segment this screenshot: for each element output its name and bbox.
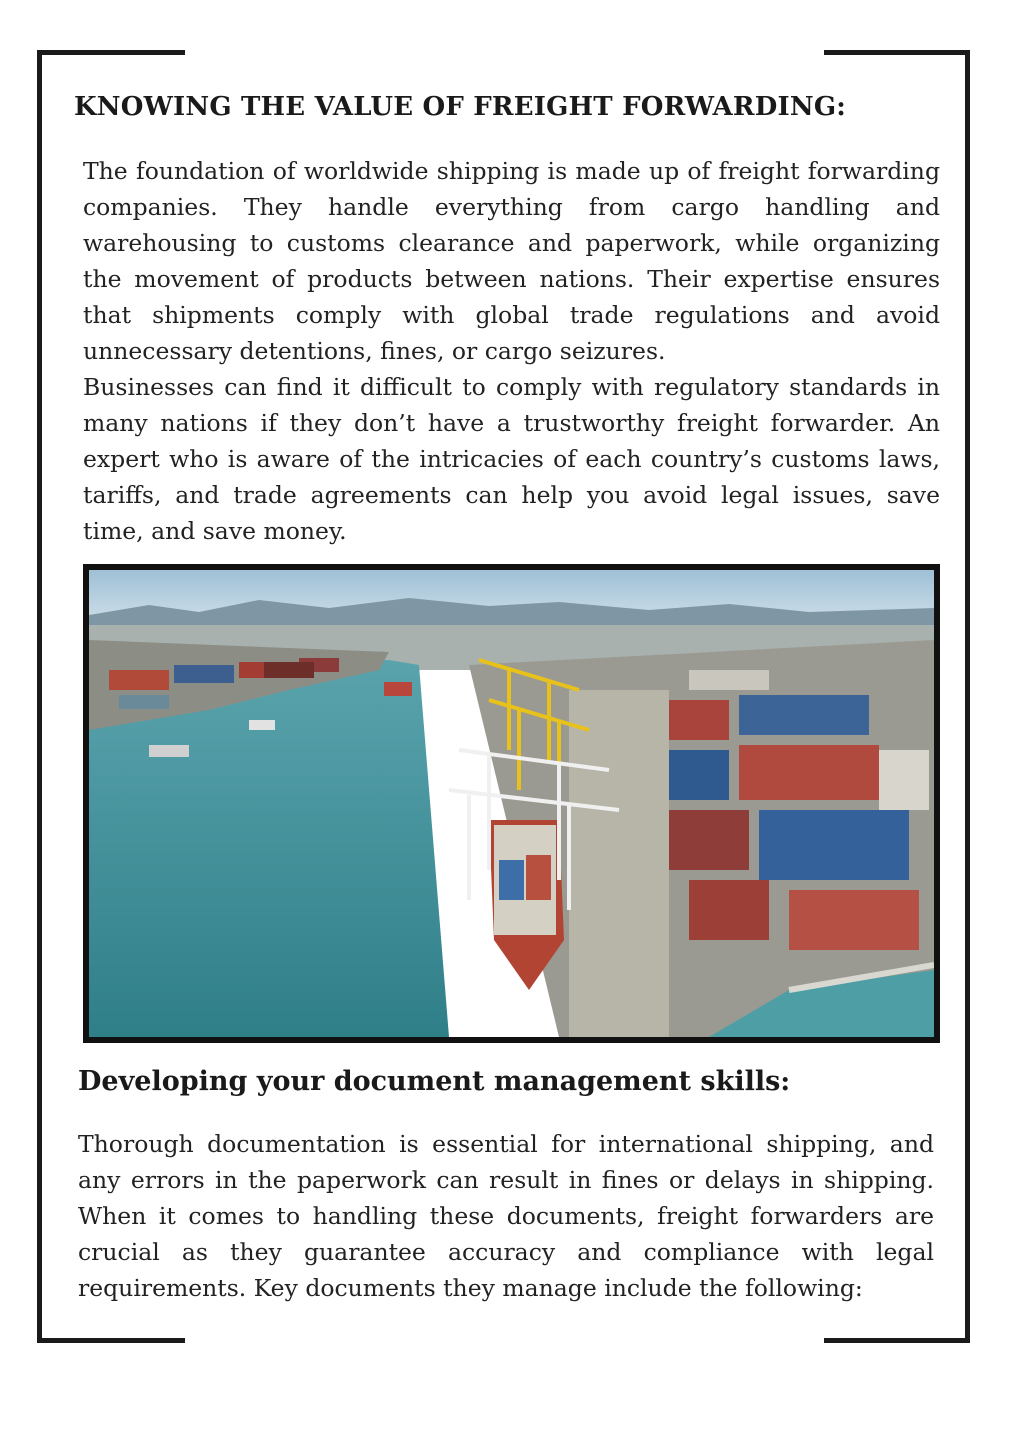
section-heading-document-management: Developing your document management skills:: [78, 1066, 791, 1097]
port-aerial-photo: [83, 564, 940, 1043]
frame-corner-bottom-left: [37, 1338, 185, 1343]
paragraph-businesses: Businesses can find it difficult to comply with regulatory standards in many nations if they don’t have a trustworthy freight forwarder. An expert who is aware of the intricacies of each country’s customs laws, tariffs, and trade agreements can help you avoid legal issues, save time, and save money.: [83, 373, 940, 545]
port-illustration: [89, 570, 934, 1037]
paragraph-foundation: The foundation of worldwide shipping is made up of freight forwarding companies. They handle everything from cargo handling and warehousing to customs clearance and paperwork, while organizing the movement of products between nations. Their expertise ensures that shipments comply with global trade regulations and avoid unnecessary detentions, fines, or cargo seizures.: [83, 157, 940, 365]
quay: [569, 690, 669, 1037]
frame-left-edge: [37, 50, 42, 1343]
frame-corner-bottom-right: [824, 1338, 970, 1343]
paragraph-documentation: Thorough documentation is essential for international shipping, and any errors in the paperwork can result in fines or delays in shipping. When it comes to handling these documents, freight forwarders are crucial as they guarantee accuracy and compliance with legal requirements. Key documents they manage include the following:: [78, 1130, 934, 1302]
section-heading-freight-forwarding: KNOWING THE VALUE OF FREIGHT FORWARDING:: [74, 92, 847, 122]
